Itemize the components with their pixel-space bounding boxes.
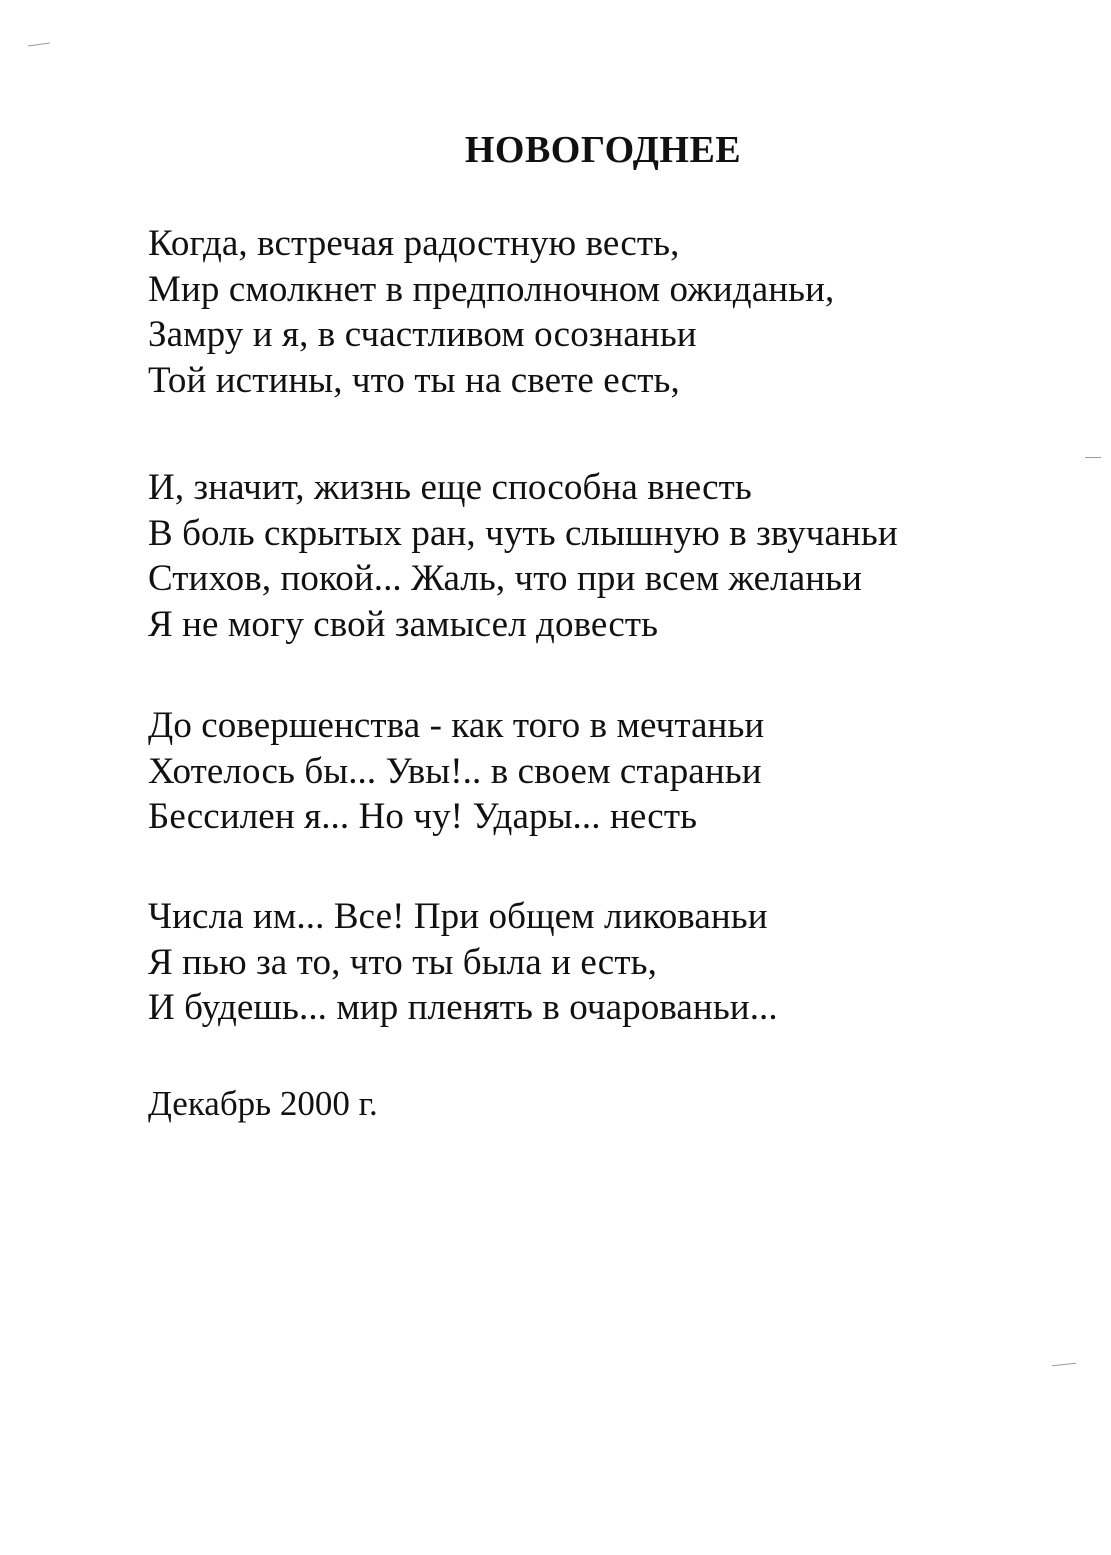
- poem-line: И будешь... мир пленять в очарованьи...: [148, 987, 778, 1028]
- stanza-1: [148, 221, 1088, 403]
- poem-line: Я не могу свой замысел довесть: [148, 603, 659, 645]
- poem-line: Той истины, что ты на свете есть,: [148, 359, 680, 401]
- stanza-2: [148, 465, 1088, 647]
- scan-mark: [1052, 1363, 1076, 1367]
- poem-line: Стихов, покой... Жаль, что при всем желаньи: [148, 558, 863, 599]
- poem-line: И, значит, жизнь еще способна внесть: [148, 467, 752, 508]
- poem-line: Хотелось бы... Увы!.. в своем стараньи: [148, 750, 762, 792]
- poem-line: Бессилен я... Но чу! Удары... несть: [148, 796, 698, 837]
- poem-line: Числа им... Все! При общем ликованьи: [148, 896, 768, 937]
- poem-line: Я пью за то, что ты была и есть,: [148, 941, 657, 983]
- poem-line: Когда, встречая радостную весть,: [148, 223, 680, 264]
- poem-line: Мир смолкнет в предполночном ожиданьи,: [148, 268, 835, 310]
- poem-line: В боль скрытых ран, чуть слышную в звучаньи: [148, 512, 898, 554]
- poem-line: Замру и я, в счастливом осознаньи: [148, 314, 697, 355]
- poem-line: До совершенства - как того в мечтаньи: [148, 705, 765, 746]
- scan-mark: [28, 42, 50, 46]
- scan-mark: [1085, 457, 1101, 458]
- poem-title: НОВОГОДНЕЕ: [464, 129, 742, 171]
- stanza-3: [148, 703, 1088, 840]
- poem-date: Декабрь 2000 г.: [148, 1084, 378, 1123]
- stanza-4: [148, 894, 1088, 1031]
